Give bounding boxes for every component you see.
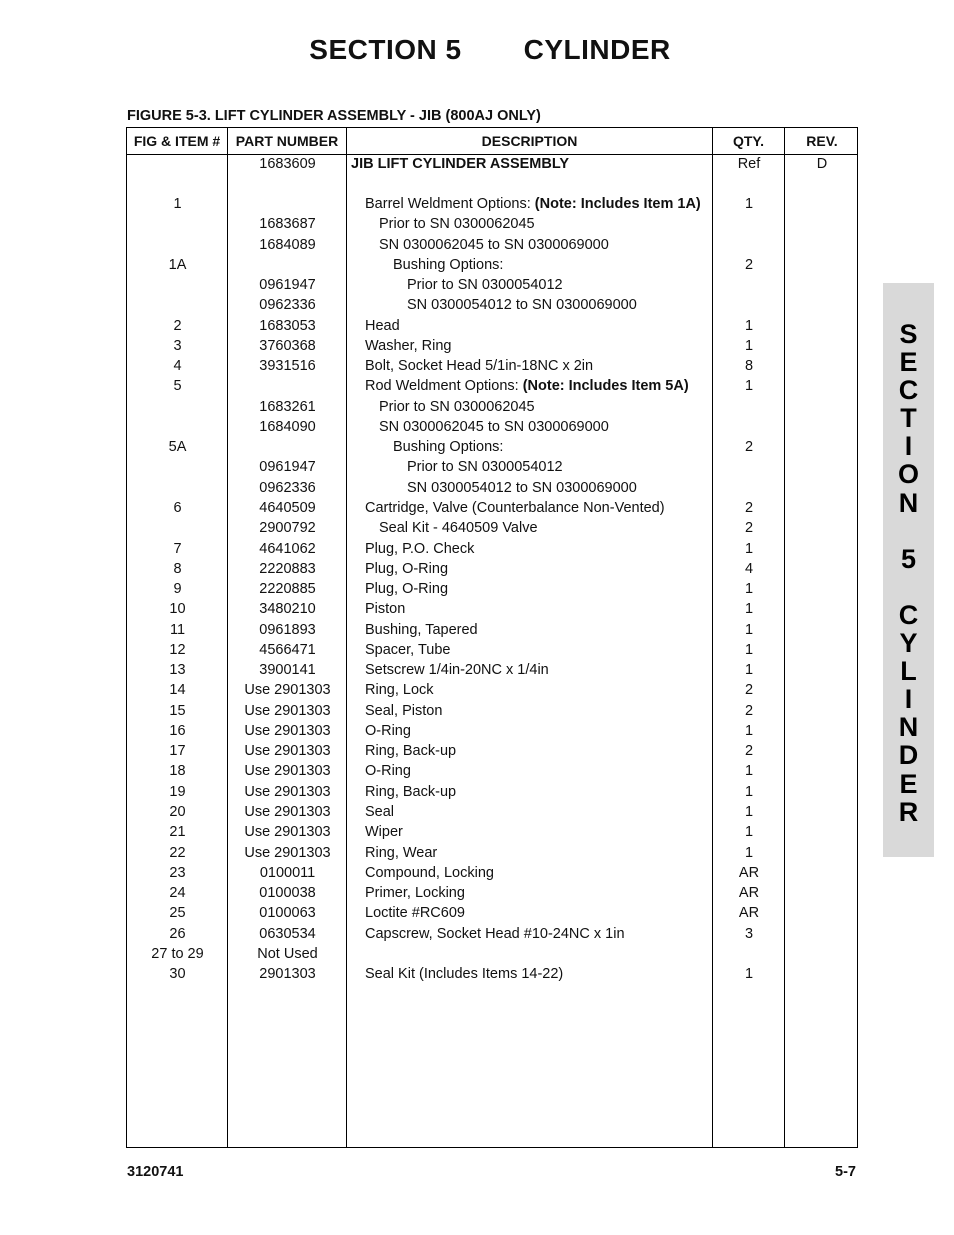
header-part-number: PART NUMBER	[235, 133, 339, 149]
qty-cell: 1	[744, 803, 754, 820]
table-row	[127, 318, 857, 338]
description-note: (Note: Includes Item 1A)	[534, 196, 701, 212]
part-number-cell: 4640509	[259, 499, 316, 516]
rev-cell: D	[816, 156, 828, 172]
section-title: CYLINDER	[523, 34, 671, 65]
side-tab-letter: C	[898, 375, 919, 406]
qty-cell: 2	[744, 682, 754, 699]
part-number-cell: 1684090	[259, 418, 316, 435]
fig-item-cell: 25	[169, 905, 186, 922]
fig-item-cell: 27 to 29	[151, 945, 204, 962]
fig-item-cell: 13	[169, 662, 186, 679]
table-row	[127, 459, 857, 479]
figure-title: FIGURE 5-3. LIFT CYLINDER ASSEMBLY - JIB (800AJ ONLY)	[127, 108, 541, 124]
qty-cell: 4	[744, 560, 754, 577]
table-row	[127, 926, 857, 946]
qty-cell: 3	[744, 925, 754, 942]
table-row	[127, 642, 857, 662]
qty-cell: Ref	[737, 156, 761, 172]
description-cell: Plug, O-Ring	[365, 581, 449, 598]
table-row	[127, 682, 857, 702]
document-number: 3120741	[127, 1164, 184, 1180]
description-cell: Prior to SN 0300054012	[407, 459, 563, 476]
side-tab-letter: N	[898, 487, 919, 518]
qty-cell: 1	[744, 621, 754, 638]
fig-item-cell: 2	[173, 317, 182, 334]
fig-item-cell: 26	[169, 925, 186, 942]
part-number-cell: 3480210	[259, 601, 316, 618]
qty-cell: 1	[744, 966, 754, 983]
table-row	[127, 277, 857, 297]
table-row	[127, 804, 857, 824]
qty-cell: 2	[744, 520, 754, 537]
fig-item-cell: 6	[173, 499, 182, 516]
qty-cell: 8	[744, 358, 754, 375]
table-row	[127, 966, 857, 986]
table-row	[127, 439, 857, 459]
section-number: SECTION 5	[309, 34, 462, 65]
fig-item-cell: 3	[173, 337, 182, 354]
description-cell: Seal Kit - 4640509 Valve	[379, 520, 538, 537]
table-row	[127, 338, 857, 358]
fig-item-cell: 7	[173, 540, 182, 557]
part-number-cell: 0100011	[259, 864, 316, 881]
table-row	[127, 156, 857, 196]
part-number-cell: 0961893	[259, 621, 316, 638]
table-row	[127, 763, 857, 783]
qty-cell: AR	[738, 885, 760, 902]
table-row	[127, 946, 857, 966]
side-tab-letter: C	[898, 599, 919, 630]
parts-table	[126, 127, 858, 1148]
table-row	[127, 520, 857, 540]
description-cell: Bolt, Socket Head 5/1in-18NC x 2in	[365, 358, 594, 375]
fig-item-cell: 10	[169, 601, 186, 618]
description-cell: Seal	[365, 803, 395, 820]
part-number-cell: 4566471	[259, 641, 316, 658]
table-row	[127, 723, 857, 743]
fig-item-cell: 5A	[168, 439, 187, 456]
description-cell: Ring, Back-up	[365, 783, 457, 800]
description-cell: SN 0300062045 to SN 0300069000	[379, 236, 609, 253]
part-number-cell: 1683261	[259, 398, 316, 415]
part-number-cell: 3931516	[259, 358, 316, 375]
table-row	[127, 196, 857, 216]
side-tab-letter: S	[899, 319, 918, 349]
description-cell: JIB LIFT CYLINDER ASSEMBLY	[351, 156, 570, 172]
page-number: 5-7	[835, 1164, 856, 1180]
description-cell: Setscrew 1/4in-20NC x 1/4in	[365, 662, 549, 679]
part-number-cell: 1683687	[259, 216, 316, 233]
qty-cell: 2	[744, 702, 754, 719]
qty-cell: 1	[744, 641, 754, 658]
description-cell: SN 0300062045 to SN 0300069000	[379, 418, 609, 435]
table-row	[127, 601, 857, 621]
fig-item-cell: 20	[169, 803, 186, 820]
part-number-cell: Not Used	[257, 945, 318, 962]
fig-item-cell: 12	[169, 641, 186, 658]
fig-item-cell: 30	[169, 966, 186, 983]
fig-item-cell: 1A	[168, 256, 187, 273]
header-fig-item: FIG & ITEM #	[133, 133, 221, 149]
qty-cell: 2	[744, 256, 754, 273]
qty-cell: 2	[744, 743, 754, 760]
table-row	[127, 358, 857, 378]
fig-item-cell: 18	[169, 763, 186, 780]
description-cell: Spacer, Tube	[365, 641, 451, 658]
description-cell: Bushing, Tapered	[365, 621, 478, 638]
part-number-cell: Use 2901303	[244, 763, 331, 780]
part-number-cell: 0962336	[259, 479, 316, 496]
table-row	[127, 297, 857, 317]
description-cell: Prior to SN 0300062045	[379, 398, 535, 415]
side-tab-letter: N	[898, 712, 919, 743]
part-number-cell: 0630534	[259, 925, 316, 942]
description-cell: Ring, Wear	[365, 844, 438, 861]
qty-cell: 1	[744, 317, 754, 334]
part-number-cell: 0961947	[259, 459, 316, 476]
qty-cell: 1	[744, 540, 754, 557]
part-number-cell: 2901303	[259, 966, 316, 983]
description-cell: Seal Kit (Includes Items 14-22)	[365, 966, 564, 983]
part-number-cell: 2220885	[259, 581, 316, 598]
part-number-cell: 2900792	[259, 520, 316, 537]
table-row	[127, 541, 857, 561]
part-number-cell: 3760368	[259, 337, 316, 354]
table-row	[127, 905, 857, 925]
side-tab-letter: 5	[900, 543, 917, 574]
description-cell: Rod Weldment Options: (Note: Includes Item 5A)	[365, 378, 689, 395]
qty-cell: AR	[738, 905, 760, 922]
qty-cell: AR	[738, 864, 760, 881]
table-row	[127, 419, 857, 439]
qty-cell: 1	[744, 824, 754, 841]
header-rev: REV.	[806, 133, 838, 149]
description-cell: Prior to SN 0300054012	[407, 277, 563, 294]
part-number-cell: 3900141	[259, 662, 316, 679]
fig-item-cell: 15	[169, 702, 186, 719]
section-side-tab	[883, 283, 934, 857]
table-row	[127, 885, 857, 905]
part-number-cell: 0100038	[259, 885, 316, 902]
description-cell: Piston	[365, 601, 406, 618]
description-cell: O-Ring	[365, 763, 411, 780]
fig-item-cell: 14	[169, 682, 186, 699]
header-qty: QTY.	[732, 133, 765, 149]
qty-cell: 1	[744, 601, 754, 618]
table-row	[127, 561, 857, 581]
part-number-cell: Use 2901303	[244, 783, 331, 800]
part-number-cell: Use 2901303	[244, 743, 331, 760]
side-tab-letter: R	[898, 796, 919, 827]
side-tab-letter: I	[904, 431, 913, 462]
qty-cell: 2	[744, 439, 754, 456]
part-number-cell: Use 2901303	[244, 824, 331, 841]
description-cell: SN 0300054012 to SN 0300069000	[407, 297, 637, 314]
part-number-cell: 0962336	[259, 297, 316, 314]
fig-item-cell: 17	[169, 743, 186, 760]
qty-cell: 1	[744, 581, 754, 598]
table-row	[127, 865, 857, 885]
table-row	[127, 237, 857, 257]
description-cell: Bushing Options:	[393, 256, 504, 273]
description-cell: Loctite #RC609	[365, 905, 465, 922]
fig-item-cell: 22	[169, 844, 186, 861]
fig-item-cell: 4	[173, 358, 182, 375]
fig-item-cell: 16	[169, 722, 186, 739]
header-description: DESCRIPTION	[481, 133, 578, 149]
qty-cell: 1	[744, 337, 754, 354]
table-row	[127, 480, 857, 500]
side-tab-letter: Y	[899, 628, 918, 659]
fig-item-cell: 23	[169, 864, 186, 881]
part-number-cell: Use 2901303	[244, 803, 331, 820]
qty-cell: 1	[744, 196, 754, 212]
table-row	[127, 743, 857, 763]
table-row	[127, 845, 857, 865]
description-cell: Prior to SN 0300062045	[379, 216, 535, 233]
fig-item-cell: 1	[173, 196, 182, 212]
description-note: (Note: Includes Item 5A)	[522, 378, 689, 395]
header-divider	[127, 154, 857, 155]
description-cell: Plug, O-Ring	[365, 560, 449, 577]
page-header	[0, 34, 954, 66]
description-cell: Plug, P.O. Check	[365, 540, 475, 557]
description-cell: O-Ring	[365, 722, 411, 739]
qty-cell: 1	[744, 763, 754, 780]
side-tab-letter: E	[899, 768, 918, 799]
table-row	[127, 581, 857, 601]
description-cell: Cartridge, Valve (Counterbalance Non-Vented)	[365, 499, 665, 516]
part-number-cell: 0961947	[259, 277, 316, 294]
fig-item-cell: 5	[173, 378, 182, 395]
description-cell: Ring, Lock	[365, 682, 434, 699]
part-number-cell: Use 2901303	[244, 702, 331, 719]
description-cell: SN 0300054012 to SN 0300069000	[407, 479, 637, 496]
fig-item-cell: 9	[173, 581, 182, 598]
side-tab-letter: L	[900, 656, 917, 687]
description-cell: Wiper	[365, 824, 403, 841]
table-row	[127, 703, 857, 723]
part-number-cell: Use 2901303	[244, 682, 331, 699]
side-tab-letter: E	[899, 347, 918, 378]
table-body	[127, 156, 857, 986]
part-number-cell: 1683609	[259, 156, 316, 172]
qty-cell: 2	[744, 499, 754, 516]
part-number-cell: 1684089	[259, 236, 316, 253]
fig-item-cell: 11	[169, 621, 186, 638]
table-row	[127, 257, 857, 277]
description-cell: Primer, Locking	[365, 885, 465, 902]
part-number-cell: Use 2901303	[244, 722, 331, 739]
table-row	[127, 784, 857, 804]
table-row	[127, 500, 857, 520]
side-tab-letter: T	[900, 403, 917, 434]
qty-cell: 1	[744, 844, 754, 861]
part-number-cell: 1683053	[259, 317, 316, 334]
table-row	[127, 399, 857, 419]
fig-item-cell: 21	[169, 824, 186, 841]
side-tab-letter: O	[897, 459, 919, 490]
qty-cell: 1	[744, 378, 754, 395]
description-cell: Compound, Locking	[365, 864, 494, 881]
part-number-cell: 4641062	[259, 540, 316, 557]
part-number-cell: Use 2901303	[244, 844, 331, 861]
part-number-cell: 2220883	[259, 560, 316, 577]
description-cell: Washer, Ring	[365, 337, 452, 354]
fig-item-cell: 19	[169, 783, 186, 800]
description-cell: Head	[365, 317, 400, 334]
description-cell: Ring, Back-up	[365, 743, 457, 760]
qty-cell: 1	[744, 662, 754, 679]
table-row	[127, 824, 857, 844]
table-row	[127, 378, 857, 398]
description-cell: Seal, Piston	[365, 702, 443, 719]
description-cell: Bushing Options:	[393, 439, 504, 456]
fig-item-cell: 24	[169, 885, 186, 902]
table-row	[127, 622, 857, 642]
qty-cell: 1	[744, 783, 754, 800]
side-tab-letter: I	[904, 684, 913, 715]
table-row	[127, 216, 857, 236]
description-cell: Barrel Weldment Options: (Note: Includes Item 1A)	[365, 196, 701, 212]
table-row	[127, 662, 857, 682]
part-number-cell: 0100063	[259, 905, 316, 922]
description-cell: Capscrew, Socket Head #10-24NC x 1in	[365, 925, 625, 942]
side-tab-letter: D	[898, 740, 919, 771]
fig-item-cell: 8	[173, 560, 182, 577]
qty-cell: 1	[744, 722, 754, 739]
